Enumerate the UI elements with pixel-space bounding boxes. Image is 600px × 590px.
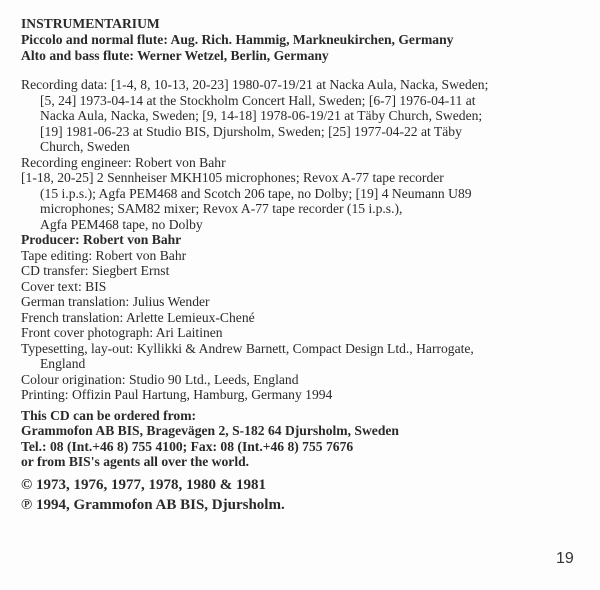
typesetting-line: England [40, 356, 86, 371]
german-translation: German translation: Julius Wender [21, 294, 210, 309]
equipment-line: Agfa PEM468 tape, no Dolby [40, 216, 203, 232]
cd-transfer: CD transfer: Siegbert Ernst [21, 263, 170, 278]
copyright-line: © 1973, 1976, 1977, 1978, 1980 & 1981 [21, 476, 266, 493]
typesetting [21, 341, 591, 372]
credits-page [21, 16, 591, 515]
equipment-line: (15 i.p.s.); Agfa PEM468 and Scotch 206 tape, no Dolby; [19] 4 Neumann U89 [40, 185, 472, 201]
phonogram-copyright-line: ℗ 1994, Grammofon AB BIS, Djursholm. [21, 496, 285, 513]
typesetting-line: Typesetting, lay-out: Kyllikki & Andrew Barnett, Compact Design Ltd., Harrogate, [21, 340, 474, 356]
instrumentarium-flutes: Piccolo and normal flute: Aug. Rich. Hammig, Markneukirchen, Germany [21, 32, 454, 47]
ordering-agents: or from BIS's agents all over the world. [21, 454, 250, 469]
instrumentarium-alto-bass: Alto and bass flute: Werner Wetzel, Berlin, Germany [21, 48, 329, 63]
ordering-phone-fax: Tel.: 08 (Int.+46 8) 755 4100; Fax: 08 (Int.+46 8) 755 7676 [21, 438, 354, 454]
producer: Producer: Robert von Bahr [21, 232, 182, 247]
tape-editing: Tape editing: Robert von Bahr [21, 247, 187, 263]
equipment-line: [1-18, 20-25] 2 Sennheiser MKH105 microphones; Revox A-77 tape recorder [21, 170, 444, 185]
recording-data-line: Nacka Aula, Nacka, Sweden; [9, 14-18] 1978-06-19/21 at Täby Church, Sweden; [40, 108, 483, 123]
ordering-info [21, 408, 591, 470]
page-number: 19 [556, 550, 574, 567]
cover-text: Cover text: BIS [21, 278, 107, 294]
recording-data-line: [5, 24] 1973-04-14 at the Stockholm Concert Hall, Sweden; [6-7] 1976-04-11 at [40, 92, 476, 108]
recording-engineer: Recording engineer: Robert von Bahr [21, 154, 226, 170]
printing: Printing: Offizin Paul Hartung, Hamburg, Germany 1994 [21, 387, 333, 402]
equipment-line: microphones; SAM82 mixer; Revox A-77 tape recorder (15 i.p.s.), [40, 201, 403, 216]
equipment [21, 170, 591, 232]
recording-data-line: Church, Sweden [40, 139, 130, 154]
colour-origination: Colour origination: Studio 90 Ltd., Leeds, England [21, 371, 299, 387]
instrumentarium-title: INSTRUMENTARIUM [21, 16, 160, 31]
recording-data-line: Recording data: [1-4, 8, 10-13, 20-23] 1980-07-19/21 at Nacka Aula, Nacka, Sweden; [21, 77, 489, 92]
ordering-line: This CD can be ordered from: [21, 407, 197, 423]
recording-data [21, 77, 591, 155]
french-translation: French translation: Arlette Lemieux-Chené [21, 309, 255, 325]
ordering-address: Grammofon AB BIS, Bragevägen 2, S-182 64 Djursholm, Sweden [21, 423, 399, 438]
front-cover-photograph: Front cover photograph: Ari Laitinen [21, 325, 223, 340]
recording-data-line: [19] 1981-06-23 at Studio BIS, Djursholm, Sweden; [25] 1977-04-22 at Täby [40, 123, 462, 139]
